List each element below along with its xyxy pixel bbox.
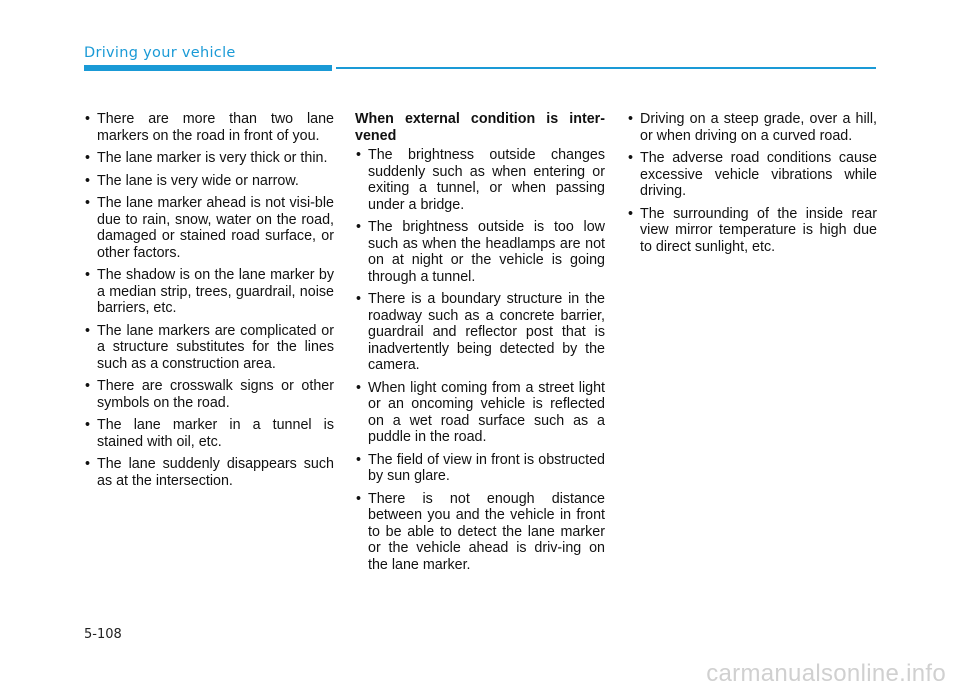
list-item: • The field of view in front is obstructed by sun glare. (356, 451, 605, 484)
list-item: • The brightness outside changes suddenly such as when entering or exiting a tunnel, or when passing under a bridge. (356, 147, 605, 213)
header-rule-thin (336, 67, 876, 69)
page-number: 5-108 (84, 627, 122, 642)
bullet-icon: • (85, 456, 91, 472)
bullet-icon: • (628, 150, 634, 166)
section-title: Driving your vehicle (84, 45, 236, 61)
bullet-icon: • (85, 172, 91, 189)
list-item: • When light coming from a street light or an oncoming vehicle is reflected on a wet road surface such as a puddle in the road. (356, 379, 605, 445)
list-item: • There is not enough distance between you and the vehicle in front to be able to detect the lane marker or the vehicle ahead is driv-ing on the lane marker. (356, 490, 605, 573)
list-item: • The lane marker is very thick or thin. (85, 150, 328, 166)
bullet-icon: • (85, 322, 91, 339)
list-item: • Driving on a steep grade, over a hill, or when driving on a curved road. (628, 111, 877, 144)
bullet-icon: • (85, 417, 91, 433)
bullet-icon: • (85, 378, 91, 394)
bullet-icon: • (356, 490, 362, 507)
watermark: carmanualsonline.info (706, 660, 946, 687)
column-2 (355, 111, 605, 579)
list-item: • There are more than two lane markers on the road in front of you. (85, 111, 334, 144)
bullet-icon: • (628, 111, 634, 127)
column-1 (84, 111, 334, 495)
subheading: When external condition is inter-vened (355, 111, 605, 144)
bullet-icon: • (356, 379, 362, 396)
list-item: • The lane suddenly disappears such as at the intersection. (85, 456, 334, 489)
list-item: • There are crosswalk signs or other symbols on the road. (85, 378, 334, 411)
list-item: • The adverse road conditions cause excessive vehicle vibrations while driving. (628, 150, 877, 199)
list-item: • There is a boundary structure in the roadway such as a concrete barrier, guardrail and reflector post that is inadvertently being detected by the camera. (356, 291, 605, 373)
bullet-icon: • (356, 291, 362, 307)
bullet-icon: • (85, 111, 91, 127)
header-rule-thick (84, 65, 332, 71)
list-item: • The brightness outside is too low such as when the headlamps are not on at night or the vehicle is going through a tunnel. (356, 219, 605, 285)
bullet-icon: • (85, 150, 91, 166)
bullet-icon: • (628, 205, 634, 222)
list-item: • The shadow is on the lane marker by a median strip, trees, guardrail, noise barriers, etc. (85, 267, 334, 316)
list-item: • The lane marker in a tunnel is stained with oil, etc. (85, 417, 334, 450)
list-item: • The lane marker ahead is not visi-ble due to rain, snow, water on the road, damaged or stained road surface, or other factors. (85, 195, 334, 261)
column-3 (627, 111, 877, 261)
bullet-icon: • (356, 451, 362, 468)
list-item: • The lane markers are complicated or a structure substitutes for the lines such as a construction area. (85, 322, 334, 372)
list-item: • The surrounding of the inside rear view mirror temperature is high due to direct sunlight, etc. (628, 205, 877, 255)
bullet-icon: • (85, 267, 91, 283)
bullet-icon: • (356, 219, 362, 235)
bullet-icon: • (356, 147, 362, 163)
list-item: • The lane is very wide or narrow. (85, 172, 299, 189)
bullet-icon: • (85, 195, 91, 211)
